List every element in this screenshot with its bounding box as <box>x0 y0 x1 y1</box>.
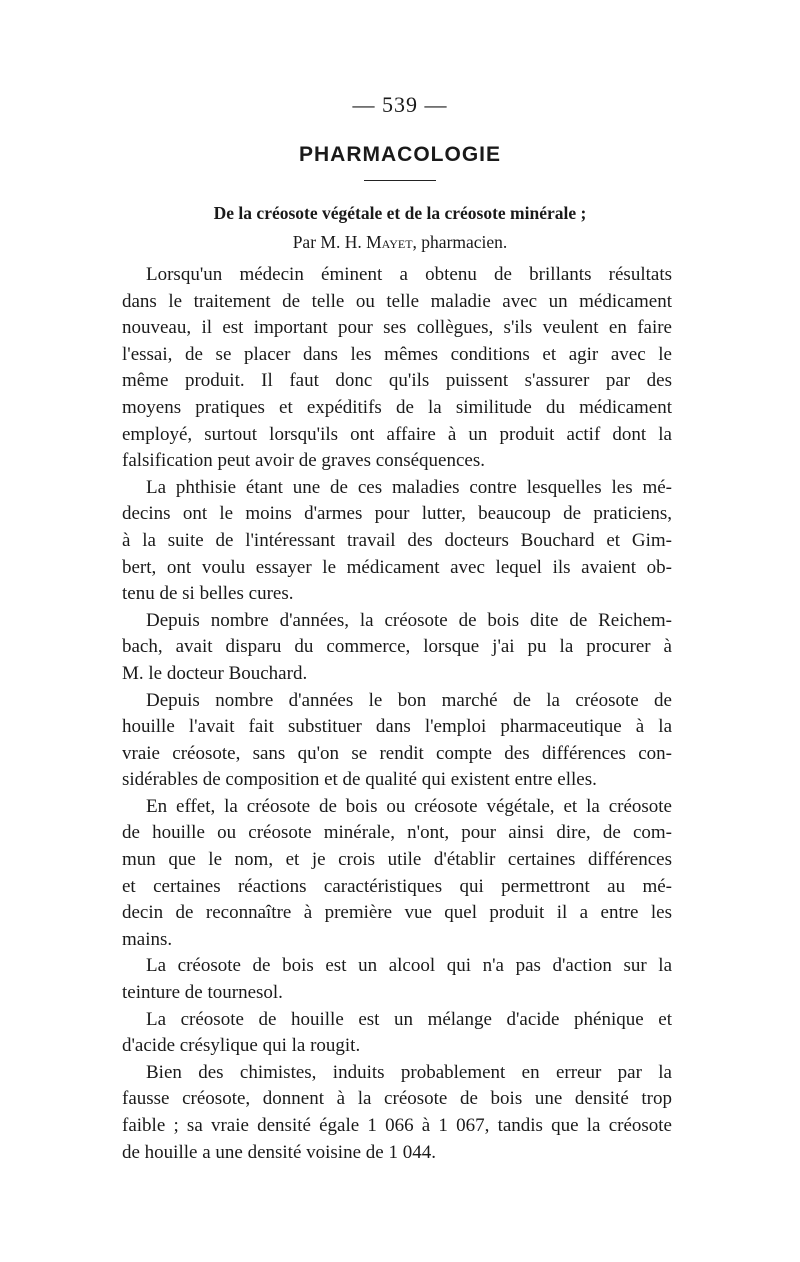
text-line: decins ont le moins d'armes pour lutter, beaucoup de praticiens, <box>122 503 672 525</box>
text-line: mun que le nom, et je crois utile d'établir certaines différences <box>122 849 672 871</box>
title-rule <box>364 180 436 181</box>
text-line: falsification peut avoir de graves conséquences. <box>122 450 485 472</box>
text-line: moyens pratiques et expéditifs de la similitude du médicament <box>122 396 672 418</box>
text-line: Lorsqu'un médecin éminent a obtenu de brillants résultats <box>146 264 672 285</box>
paragraph <box>122 608 672 688</box>
text-line: teinture de tournesol. <box>122 982 283 1004</box>
text-line: nouveau, il est important pour ses collègues, s'ils veulent en faire <box>122 317 672 339</box>
text-line: vraie créosote, sans qu'on se rendit compte des différences con- <box>122 742 672 764</box>
text-line: de houille ou créosote minérale, n'ont, pour ainsi dire, de com- <box>122 822 672 844</box>
text-line: La créosote de bois est un alcool qui n'a pas d'action sur la <box>146 955 672 977</box>
byline-prefix: Par M. H. <box>292 232 367 252</box>
section-title: PHARMACOLOGIE <box>299 143 501 166</box>
text-line: employé, surtout lorsqu'ils ont affaire à un produit actif dont la <box>122 423 672 445</box>
text-line: Depuis nombre d'années le bon marché de la créosote de <box>146 689 672 711</box>
text-line: houille l'avait fait substituer dans l'emploi pharmaceutique à la <box>122 716 672 738</box>
text-line: tenu de si belles cures. <box>122 583 294 605</box>
text-line: La créosote de houille est un mélange d'acide phénique et <box>146 1008 672 1030</box>
text-line: sidérables de composition et de qualité qui existent entre elles. <box>122 769 597 791</box>
text-line: de houille a une densité voisine de 1 044. <box>122 1141 436 1163</box>
text-line: d'acide crésylique qui la rougit. <box>122 1035 361 1057</box>
paragraph <box>122 1007 672 1060</box>
byline <box>0 232 800 253</box>
paragraph <box>122 475 672 608</box>
paragraph <box>122 794 672 954</box>
text-line: La phthisie étant une de ces maladies contre lesquelles les mé- <box>146 476 672 498</box>
byline-suffix: , pharmacien. <box>412 232 508 252</box>
text-line: même produit. Il faut donc qu'ils puissent s'assurer par des <box>122 370 672 392</box>
text-line: M. le docteur Bouchard. <box>122 662 308 684</box>
page-number: — 539 — <box>352 92 448 117</box>
text-line: fausse créosote, donnent à la créosote de bois une densité trop <box>122 1088 672 1110</box>
paragraph <box>122 262 672 475</box>
text-line: à la suite de l'intéressant travail des docteurs Bouchard et Gim- <box>122 529 672 551</box>
text-line: decin de reconnaître à première vue quel produit il a entre les <box>122 902 672 924</box>
article-title: De la créosote végétale et de la créosote minérale ; <box>213 203 587 223</box>
paragraph <box>122 953 672 1006</box>
paragraph <box>122 688 672 794</box>
text-line: l'essai, de se placer dans les mêmes conditions et agir avec le <box>122 343 672 365</box>
text-line: dans le traitement de telle ou telle maladie avec un médicament <box>122 290 672 312</box>
text-line: mains. <box>122 928 173 950</box>
byline-author: Mayet <box>366 232 413 252</box>
text-line: bert, ont voulu essayer le médicament avec lequel ils avaient ob- <box>122 556 672 578</box>
text-line: faible ; sa vraie densité égale 1 066 à 1 067, tandis que la créosote <box>122 1115 672 1136</box>
text-line: et certaines réactions caractéristiques qui permettront au mé- <box>122 875 672 897</box>
text-line: bach, avait disparu du commerce, lorsque j'ai pu la procurer à <box>122 636 672 658</box>
paragraph <box>122 1060 672 1166</box>
article-body <box>122 262 672 1166</box>
text-line: Bien des chimistes, induits probablement en erreur par la <box>146 1061 672 1083</box>
text-line: Depuis nombre d'années, la créosote de bois dite de Reichem- <box>146 609 672 631</box>
text-line: En effet, la créosote de bois ou créosote végétale, et la créosote <box>146 795 672 817</box>
